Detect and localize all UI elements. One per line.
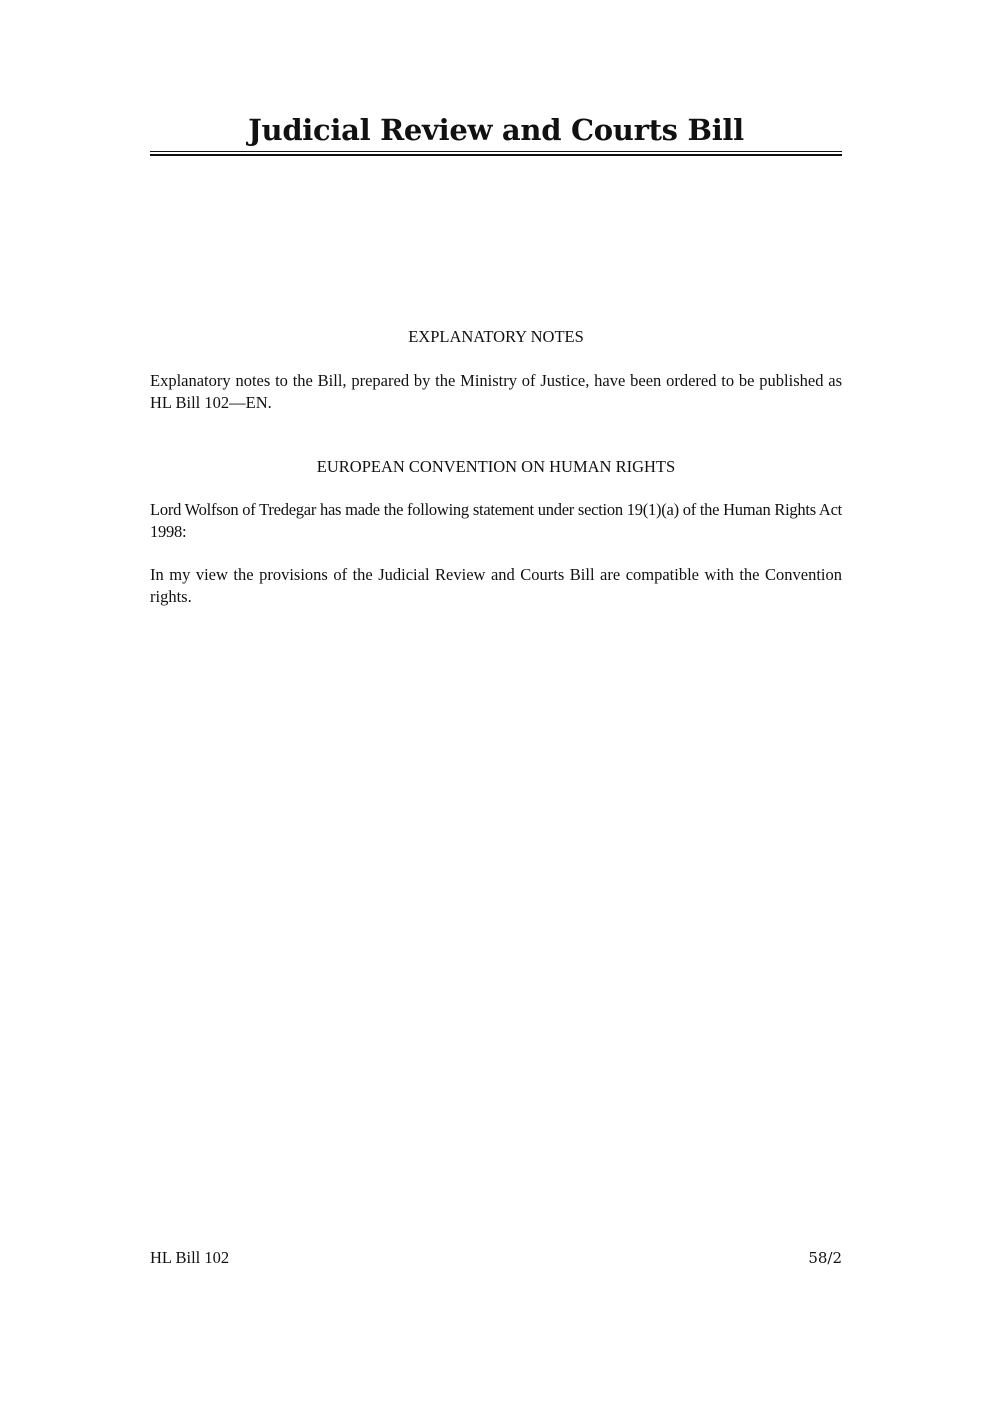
explanatory-notes-paragraph: Explanatory notes to the Bill, prepared by the Ministry of Justice, have been ordered to be published as HL Bill 102—EN. — [150, 371, 842, 412]
title-rule-thin — [150, 151, 842, 152]
echr-heading: EUROPEAN CONVENTION ON HUMAN RIGHTS — [316, 457, 676, 476]
echr-statement: In my view the provisions of the Judicial Review and Courts Bill are compatible with the Convention rights. — [150, 565, 842, 606]
echr-statement-intro: Lord Wolfson of Tredegar has made the following statement under section 19(1)(a) of the Human Rights Act 1998: — [150, 500, 842, 541]
title-rule-thick — [150, 154, 842, 156]
explanatory-notes-heading: EXPLANATORY NOTES — [408, 327, 584, 346]
bill-title: Judicial Review and Courts Bill — [248, 113, 744, 147]
footer-print-reference: 58/2 — [808, 1249, 842, 1267]
footer-bill-number: HL Bill 102 — [150, 1248, 230, 1267]
